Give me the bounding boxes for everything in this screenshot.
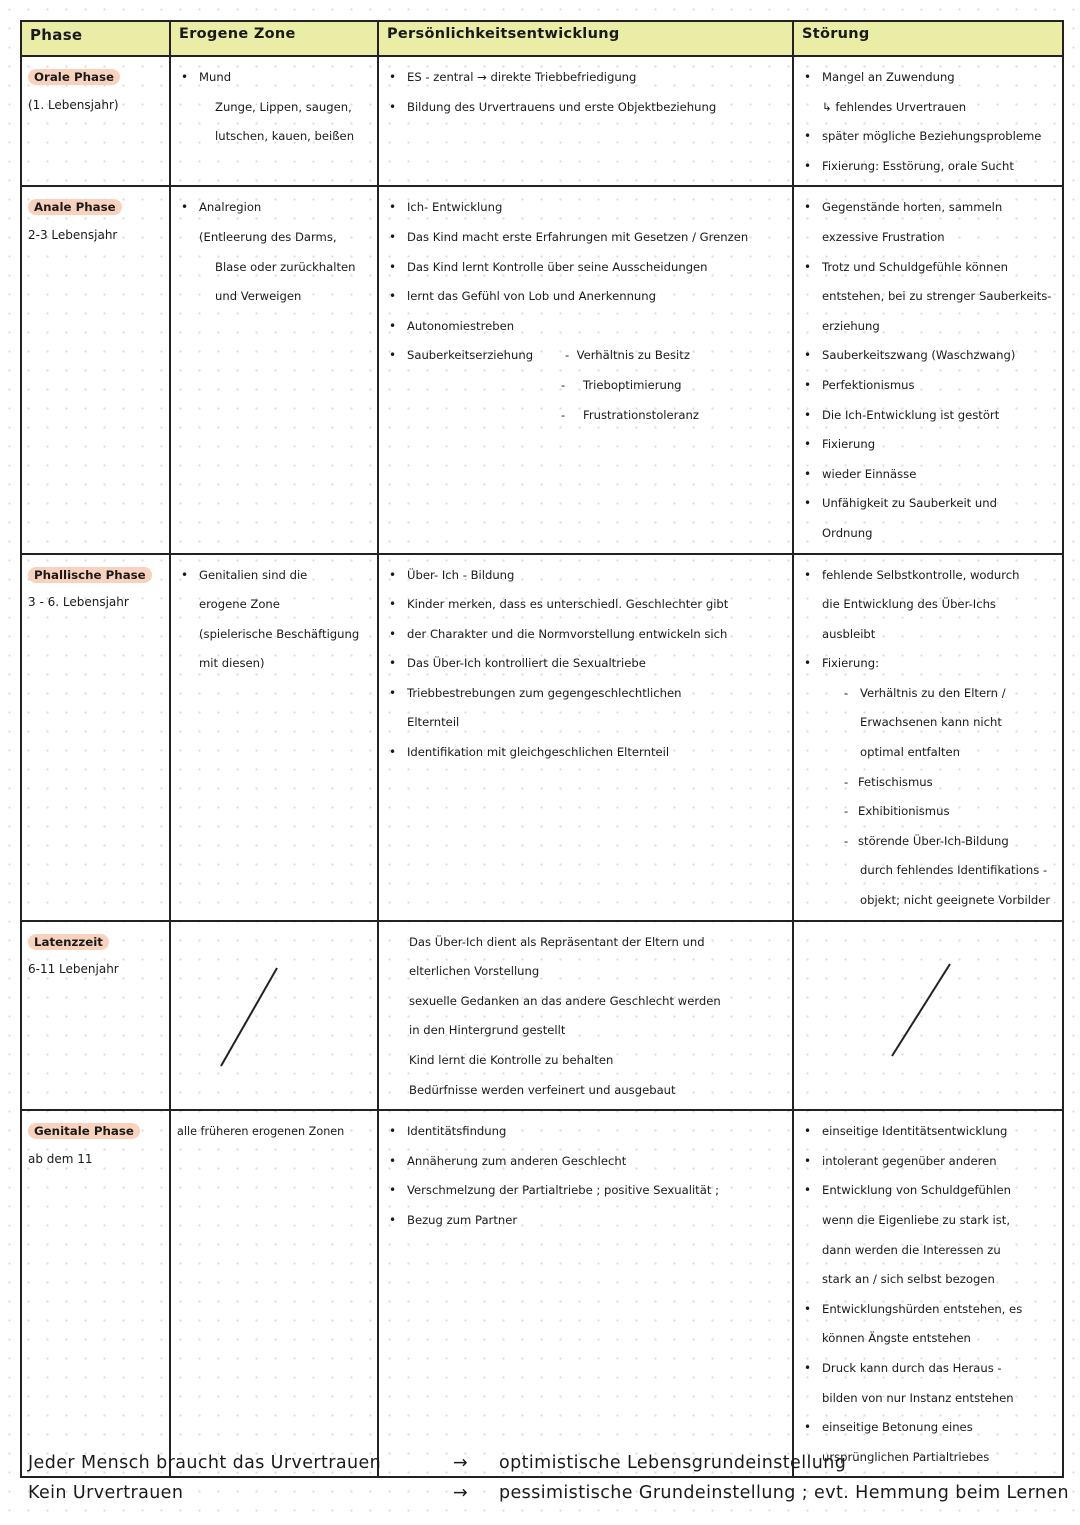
stoerung-item: entstehen, bei zu strenger Sauberkeits- bbox=[822, 289, 1052, 304]
stoerung-item: bilden von nur Instanz entstehen bbox=[822, 1390, 1014, 1405]
entwicklung-item: • der Charakter und die Normvorstellung entwickeln sich bbox=[385, 620, 786, 650]
arrow-right-icon: → bbox=[453, 1453, 469, 1473]
footer-line-2 bbox=[28, 1478, 1069, 1508]
entwicklung-item: Bedürfnisse werden verfeinert und ausgebaut bbox=[409, 1082, 676, 1097]
stoerung-item: • intolerant gegenüber anderen bbox=[800, 1147, 1056, 1177]
slash-mark bbox=[171, 922, 377, 1100]
stoerung-item: durch fehlendes Identifikations - bbox=[860, 863, 1048, 878]
entwicklung-item: • Identitätsfindung bbox=[385, 1117, 786, 1147]
header-phase: Phase bbox=[21, 21, 170, 56]
stoerung-item: - störende Über-Ich-Bildung bbox=[800, 827, 1056, 857]
zone-item: lutschen, kauen, beißen bbox=[215, 129, 355, 144]
zone-item: (spielerische Beschäftigung bbox=[199, 626, 360, 641]
zone-item: • Mund bbox=[177, 63, 371, 93]
zone-item: und Verweigen bbox=[215, 289, 302, 304]
stoerung-item: • Fixierung: bbox=[800, 649, 1056, 679]
stoerung-item: • später mögliche Beziehungsprobleme bbox=[800, 122, 1056, 152]
footer-line1-right: optimistische Lebensgrundeinstellung bbox=[499, 1453, 847, 1473]
stoerung-item: • Trotz und Schuldgefühle können bbox=[800, 253, 1056, 283]
header-stoerung: Störung bbox=[793, 21, 1063, 56]
stoerung-item: können Ängste entstehen bbox=[822, 1331, 971, 1346]
footer-line-1 bbox=[28, 1448, 1069, 1478]
stoerung-item: ursprünglichen Partialtriebes bbox=[822, 1449, 990, 1464]
entwicklung-item: • Ich- Entwicklung bbox=[385, 193, 786, 223]
zone-item: alle früheren erogenen Zonen bbox=[177, 1125, 345, 1139]
phase-age-genital: ab dem 11 bbox=[28, 1151, 93, 1166]
stoerung-item: • Sauberkeitszwang (Waschzwang) bbox=[800, 341, 1056, 371]
stoerung-item: Ordnung bbox=[822, 525, 873, 540]
stoerung-item: exzessive Frustration bbox=[822, 229, 945, 244]
entwicklung-item: elterlichen Vorstellung bbox=[409, 964, 540, 979]
entwicklung-item: • Das Kind lernt Kontrolle über seine Ausscheidungen bbox=[385, 253, 786, 283]
phase-name-anal: Anale Phase bbox=[28, 199, 122, 215]
phase-name-phall: Phallische Phase bbox=[28, 567, 152, 583]
stoerung-item: - Verhältnis zu den Eltern / bbox=[800, 679, 1056, 709]
entwicklung-item: • Annäherung zum anderen Geschlecht bbox=[385, 1147, 786, 1177]
entwicklung-item: • Identifikation mit gleichgeschlichen Elternteil bbox=[385, 738, 786, 768]
entwicklung-item: • Bezug zum Partner bbox=[385, 1206, 786, 1236]
stoerung-item: ↳ fehlendes Urvertrauen bbox=[822, 99, 967, 114]
entwicklung-item: sexuelle Gedanken an das andere Geschlecht werden bbox=[409, 993, 721, 1008]
stoerung-item: Erwachsenen kann nicht bbox=[860, 715, 1002, 730]
stoerung-empty-cell bbox=[793, 921, 1063, 1111]
stoerung-item: • Mangel an Zuwendung bbox=[800, 63, 1056, 93]
stoerung-item: • fehlende Selbstkontrolle, wodurch bbox=[800, 561, 1056, 591]
entwicklung-item: • Das Kind macht erste Erfahrungen mit Gesetzen / Grenzen bbox=[385, 223, 786, 253]
entwicklung-item: • Das Über-Ich kontrolliert die Sexualtriebe bbox=[385, 649, 786, 679]
stoerung-item: - Exhibitionismus bbox=[800, 797, 1056, 827]
stoerung-item: • Die Ich-Entwicklung ist gestört bbox=[800, 401, 1056, 431]
arrow-right-icon: → bbox=[453, 1483, 469, 1503]
stoerung-item: - Fetischismus bbox=[800, 768, 1056, 798]
stoerung-item: • Fixierung bbox=[800, 430, 1056, 460]
stoerung-item: • Fixierung: Esstörung, orale Sucht bbox=[800, 152, 1056, 182]
stoerung-item: erziehung bbox=[822, 318, 880, 333]
stoerung-item: • Entwicklungshürden entstehen, es bbox=[800, 1295, 1056, 1325]
zone-item: • Analregion bbox=[177, 193, 371, 223]
footer-line2-left: Kein Urvertrauen bbox=[28, 1483, 184, 1503]
phase-age-latenz: 6-11 Lebenjahr bbox=[28, 962, 119, 977]
footer-line1-left: Jeder Mensch braucht das Urvertrauen bbox=[28, 1453, 382, 1473]
slash-line bbox=[221, 968, 277, 1066]
zone-item: • Genitalien sind die bbox=[177, 561, 371, 591]
entwicklung-item: • Sauberkeitserziehung - Verhältnis zu Besitz bbox=[385, 341, 786, 371]
phase-table bbox=[20, 20, 1064, 1478]
zone-empty-cell bbox=[170, 921, 378, 1111]
stoerung-item: wenn die Eigenliebe zu stark ist, bbox=[822, 1212, 1011, 1227]
stoerung-item: die Entwicklung des Über-Ichs bbox=[822, 597, 996, 612]
zone-item: Blase oder zurückhalten bbox=[215, 259, 356, 274]
phase-name-latenz: Latenzzeit bbox=[28, 934, 109, 950]
zone-item: mit diesen) bbox=[199, 656, 265, 671]
stoerung-item: • Gegenstände horten, sammeln bbox=[800, 193, 1056, 223]
stoerung-item: • Unfähigkeit zu Sauberkeit und bbox=[800, 489, 1056, 519]
entwicklung-item: • Verschmelzung der Partialtriebe ; positive Sexualität ; bbox=[385, 1176, 786, 1206]
phase-age-phall: 3 - 6. Lebensjahr bbox=[28, 595, 129, 610]
row-anal bbox=[21, 186, 1063, 553]
header-entwicklung: Persönlichkeitsentwicklung bbox=[378, 21, 793, 56]
entwicklung-item: Elternteil bbox=[407, 715, 460, 730]
footer-line2-right: pessimistische Grundeinstellung ; evt. Hemmung beim Lernen bbox=[499, 1483, 1070, 1503]
zone-item: erogene Zone bbox=[199, 597, 280, 612]
stoerung-item: • Entwicklung von Schuldgefühlen bbox=[800, 1176, 1056, 1206]
stoerung-item: • einseitige Betonung eines bbox=[800, 1413, 1056, 1443]
zone-item: Zunge, Lippen, saugen, bbox=[215, 99, 352, 114]
stoerung-item: objekt; nicht geeignete Vorbilder bbox=[860, 893, 1051, 908]
phase-age-oral: (1. Lebensjahr) bbox=[28, 97, 119, 112]
row-genital bbox=[21, 1110, 1063, 1477]
stoerung-item: • einseitige Identitätsentwicklung bbox=[800, 1117, 1056, 1147]
entwicklung-item: • Autonomiestreben bbox=[385, 312, 786, 342]
stoerung-item: dann werden die Interessen zu bbox=[822, 1242, 1001, 1257]
row-latenz bbox=[21, 921, 1063, 1111]
header-row bbox=[21, 21, 1063, 56]
zone-item: (Entleerung des Darms, bbox=[199, 229, 337, 244]
entwicklung-item: • ES - zentral → direkte Triebbefriedigung bbox=[385, 63, 786, 93]
stoerung-item: stark an / sich selbst bezogen bbox=[822, 1272, 995, 1287]
stoerung-item: optimal entfalten bbox=[860, 745, 960, 760]
row-phall bbox=[21, 554, 1063, 921]
entwicklung-item: • Triebbestrebungen zum gegengeschlechtlichen bbox=[385, 679, 786, 709]
phase-table-sheet bbox=[20, 20, 1062, 1478]
phase-age-anal: 2-3 Lebensjahr bbox=[28, 227, 118, 242]
phase-name-oral: Orale Phase bbox=[28, 69, 120, 85]
row-oral bbox=[21, 56, 1063, 186]
erziehung-folge: - Frustrationstoleranz bbox=[385, 401, 786, 431]
slash-mark bbox=[794, 922, 1062, 1100]
stoerung-item: • wieder Einnässe bbox=[800, 460, 1056, 490]
entwicklung-item: • Bildung des Urvertrauens und erste Objektbeziehung bbox=[385, 93, 786, 123]
erziehung-folge: - Trieboptimierung bbox=[385, 371, 786, 401]
entwicklung-item: • Über- Ich - Bildung bbox=[385, 561, 786, 591]
stoerung-item: • Perfektionismus bbox=[800, 371, 1056, 401]
footer-notes bbox=[28, 1448, 1069, 1508]
entwicklung-item: Kind lernt die Kontrolle zu behalten bbox=[409, 1053, 614, 1067]
stoerung-item: • Druck kann durch das Heraus - bbox=[800, 1354, 1056, 1384]
header-zone: Erogene Zone bbox=[170, 21, 378, 56]
entwicklung-item: • Kinder merken, dass es unterschiedl. Geschlechter gibt bbox=[385, 590, 786, 620]
phase-name-genital: Genitale Phase bbox=[28, 1123, 140, 1139]
erziehung-folge: - Verhältnis zu Besitz bbox=[565, 348, 690, 363]
slash-line bbox=[892, 964, 950, 1056]
entwicklung-item: Das Über-Ich dient als Repräsentant der Eltern und bbox=[409, 934, 705, 949]
entwicklung-item: in den Hintergrund gestellt bbox=[409, 1023, 566, 1038]
entwicklung-item: • lernt das Gefühl von Lob und Anerkennung bbox=[385, 282, 786, 312]
stoerung-item: ausbleibt bbox=[822, 626, 876, 641]
